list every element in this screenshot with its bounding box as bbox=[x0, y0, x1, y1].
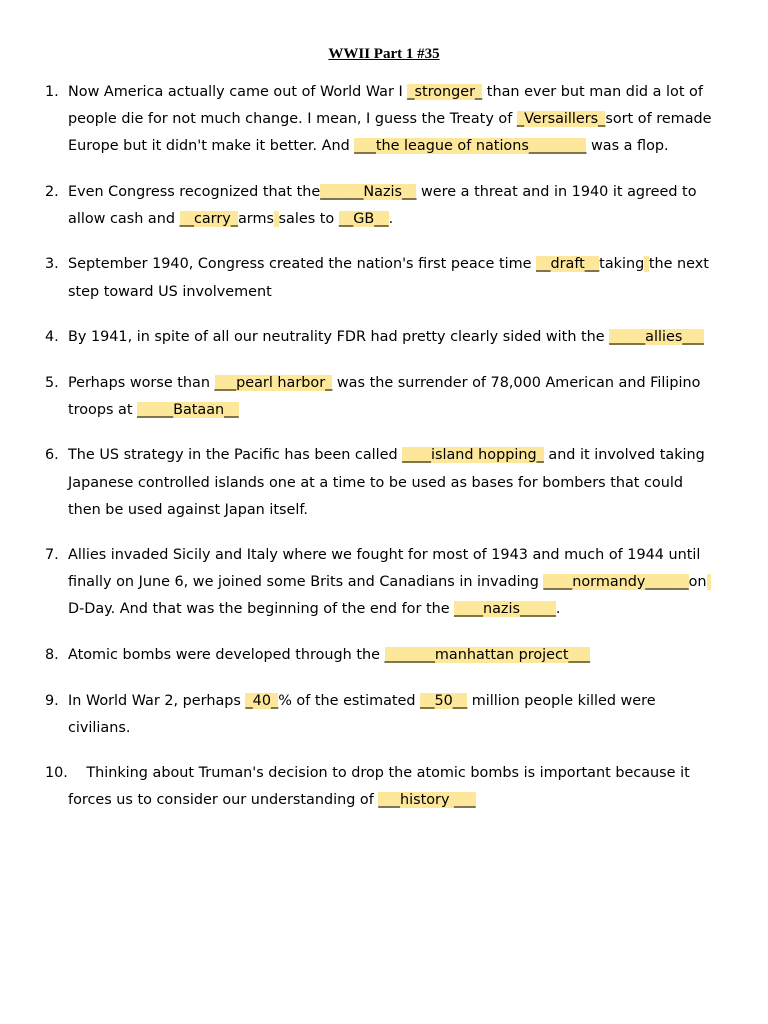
question-text-segment: In World War 2, perhaps bbox=[68, 692, 246, 709]
question-text bbox=[68, 765, 694, 808]
question-text-segment: By 1941, in spite of all our neutrality FDR had pretty clearly sided with the bbox=[68, 329, 610, 346]
question-text-segment: Now America actually came out of World War I bbox=[68, 84, 408, 100]
question-number: 7. bbox=[45, 547, 59, 564]
question-text-segment: sales to bbox=[278, 210, 339, 227]
question-text-segment: million people killed were civilians. bbox=[68, 692, 661, 736]
question-text-segment: Even Congress recognized that the bbox=[68, 183, 321, 200]
answer-blank: __50__ bbox=[420, 692, 468, 709]
question-text bbox=[68, 375, 705, 418]
answer-blank: _____allies___ bbox=[609, 329, 704, 346]
answer-blank bbox=[707, 574, 712, 590]
answer-blank: ___pearl harbor_ bbox=[214, 374, 333, 391]
question-text-segment: Allies invaded Sicily and Italy where we fought for most of 1943 and much of 1944 until finally on June 6, we joined some Brits and Canadians in invading bbox=[68, 547, 705, 591]
answer-blank: _stronger_ bbox=[407, 84, 483, 100]
question-text-segment: Thinking about Truman's decision to drop the atomic bombs is important because it forces us to consider our understanding of bbox=[68, 765, 695, 809]
answer-blank: __GB__ bbox=[338, 210, 389, 227]
question-text-segment: was a flop. bbox=[586, 138, 669, 155]
answer-blank: _Versaillers_ bbox=[516, 111, 606, 128]
question-text-segment: were a threat and in 1940 it agreed to allow cash and bbox=[68, 183, 702, 227]
page-title: WWII Part 1 #35 bbox=[328, 46, 440, 62]
answer-blank: ____nazis_____ bbox=[454, 601, 556, 618]
question-text-segment: Perhaps worse than bbox=[68, 374, 215, 391]
question-item bbox=[0, 688, 720, 742]
answer-blank: ____island hopping_ bbox=[402, 447, 544, 464]
answer-blank: _____Bataan__ bbox=[137, 401, 239, 418]
question-text-segment: and it involved taking Japanese controlled islands one at a time to be used as bases for bombers that could then be used against Japan itself. bbox=[68, 447, 710, 518]
question-item bbox=[0, 642, 720, 669]
question-number: 8. bbox=[45, 647, 59, 663]
question-item bbox=[0, 179, 720, 233]
question-text bbox=[68, 447, 709, 517]
question-number: 6. bbox=[45, 447, 59, 464]
question-text-segment: arms bbox=[237, 210, 274, 227]
question-text bbox=[68, 84, 716, 154]
question-item bbox=[0, 79, 720, 160]
question-item bbox=[0, 760, 720, 814]
question-text-segment: on bbox=[688, 574, 707, 591]
question-item bbox=[0, 442, 720, 523]
question-text-segment: % of the estimated bbox=[278, 692, 421, 709]
question-text-segment: than ever but man did a lot of people die for not much change. I mean, I guess the Treaty of bbox=[68, 84, 708, 128]
question-text bbox=[68, 693, 660, 736]
question-text bbox=[68, 184, 701, 227]
answer-blank: _______manhattan project___ bbox=[384, 647, 591, 663]
question-number: 4. bbox=[45, 329, 59, 346]
question-number: 3. bbox=[45, 256, 59, 273]
answer-blank: ______Nazis__ bbox=[320, 183, 417, 200]
question-number: 9. bbox=[45, 692, 59, 709]
question-item bbox=[0, 324, 720, 351]
question-item bbox=[0, 542, 720, 623]
question-text-segment: . bbox=[388, 210, 394, 227]
question-text-segment: The US strategy in the Pacific has been called bbox=[68, 447, 403, 464]
answer-blank: ____normandy______ bbox=[543, 574, 689, 591]
question-number: 1. bbox=[45, 84, 59, 100]
question-text bbox=[68, 547, 711, 617]
question-item bbox=[0, 370, 720, 424]
answer-blank: __draft__ bbox=[536, 256, 600, 273]
question-text-segment: sort of remade Europe but it didn't make it better. And bbox=[68, 111, 717, 155]
answer-blank: _40_ bbox=[245, 692, 279, 709]
question-text bbox=[68, 647, 590, 663]
answer-blank: ___history ___ bbox=[378, 792, 476, 809]
question-text bbox=[68, 329, 704, 345]
answer-blank: __carry_ bbox=[179, 210, 238, 227]
question-number: 2. bbox=[45, 183, 59, 200]
question-list bbox=[0, 79, 768, 833]
question-text-segment: D-Day. And that was the beginning of the end for the bbox=[68, 601, 455, 618]
question-text-segment: September 1940, Congress created the nation's first peace time bbox=[68, 256, 537, 273]
question-text-segment: the next step toward US involvement bbox=[68, 256, 714, 300]
answer-blank: ___the league of nations________ bbox=[354, 138, 587, 155]
question-text-segment: Atomic bombs were developed through the bbox=[68, 647, 385, 663]
question-text-segment: was the surrender of 78,000 American and Filipino troops at bbox=[68, 374, 706, 418]
question-text bbox=[68, 256, 713, 299]
question-number: 5. bbox=[45, 374, 59, 391]
question-number: 10. bbox=[45, 765, 68, 782]
question-text-segment: taking bbox=[599, 256, 645, 273]
question-item bbox=[0, 251, 720, 305]
question-text-segment: . bbox=[555, 601, 561, 618]
